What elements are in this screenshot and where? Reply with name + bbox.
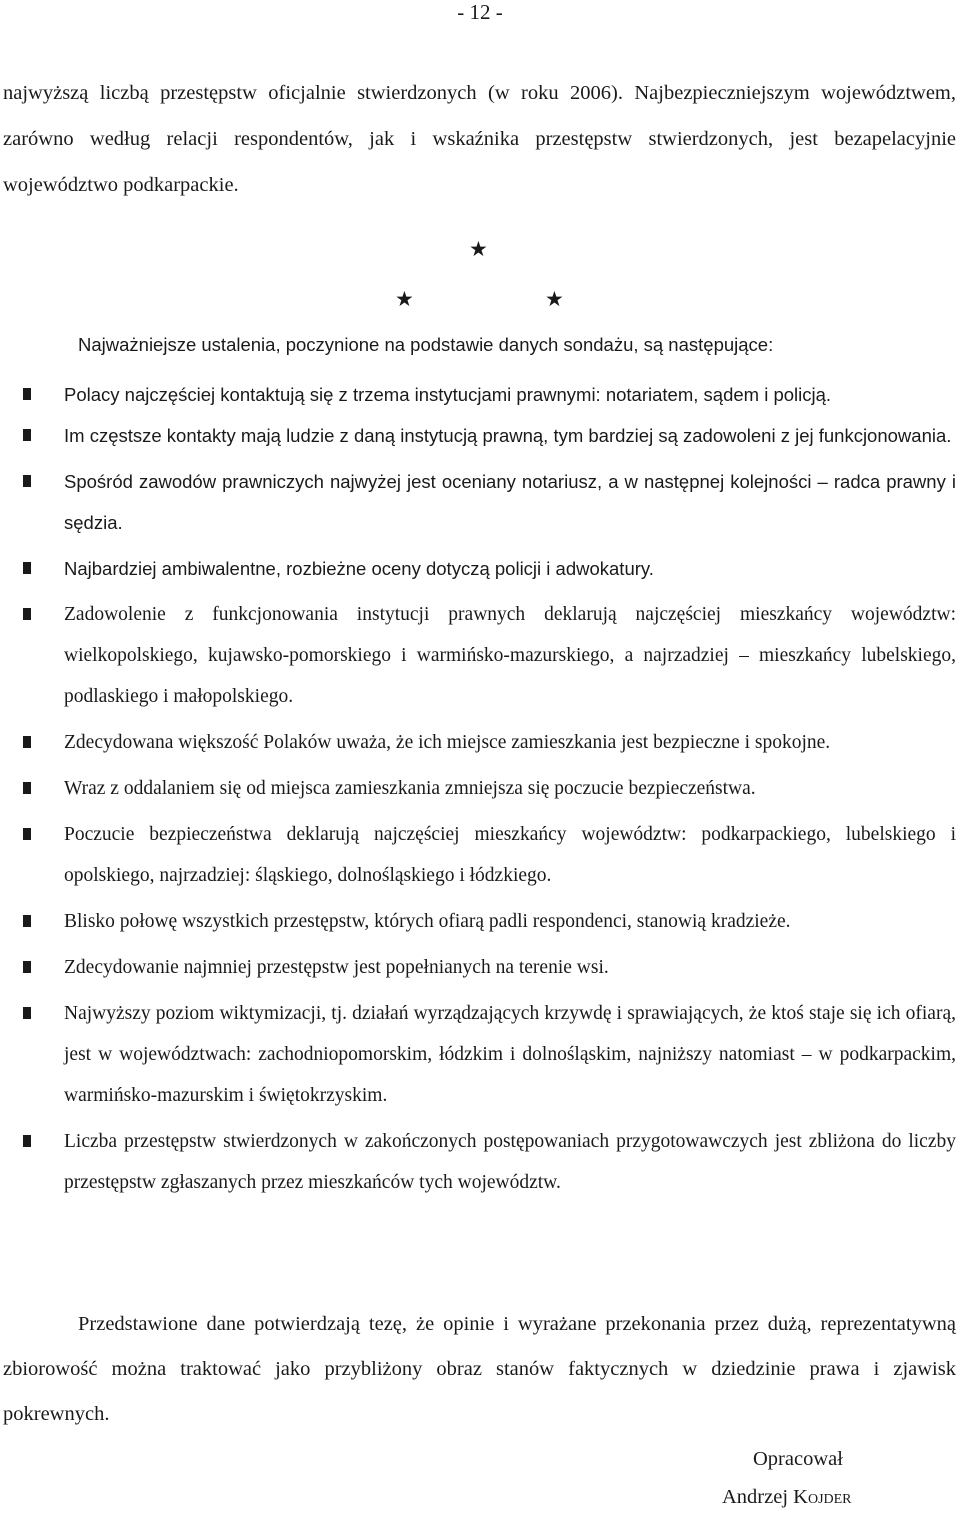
list-item — [0, 594, 960, 717]
list-item — [0, 374, 960, 415]
page-number: - 12 - — [457, 0, 503, 24]
bullet-icon — [22, 960, 32, 974]
list-item-text: Najbardziej ambiwalentne, rozbieżne oceny dotyczą policji i adwokatury. — [64, 558, 654, 579]
signature-block — [722, 1440, 852, 1516]
bullet-icon — [22, 1134, 32, 1148]
signature-author — [722, 1478, 852, 1516]
list-item-text: Spośród zawodów prawniczych najwyżej jest oceniany notariusz, a w następnej kolejności – radca prawny i sędzia. — [64, 471, 956, 533]
list-item — [0, 993, 960, 1116]
list-item — [0, 901, 960, 942]
list-item-text: Poczucie bezpieczeństwa deklarują najczęściej mieszkańcy województw: podkarpackiego, lubelskiego i opolskiego, najrzadziej: śląskiego, dolnośląskiego i łódzkiego. — [64, 824, 956, 886]
list-item — [0, 461, 960, 543]
author-first-name: Andrzej — [722, 1486, 794, 1508]
list-item — [0, 768, 960, 809]
list-item-text: Im częstsze kontakty mają ludzie z daną instytucją prawną, tym bardziej są zadowoleni z jej funkcjonowania. — [64, 425, 952, 446]
bullet-icon — [22, 735, 32, 749]
bullet-icon — [22, 474, 32, 488]
star-icon: ★ — [545, 287, 564, 311]
list-item — [0, 722, 960, 763]
bullet-icon — [22, 607, 32, 621]
list-item-text: Zadowolenie z funkcjonowania instytucji prawnych deklarują najczęściej mieszkańcy województw: wielkopolskiego, kujawsko-pomorskiego i warmińsko-mazurskiego, a najrzadziej – mieszkańcy lubelskiego, podlaskiego i małopolskiego. — [64, 604, 956, 707]
conclusion-paragraph: Przedstawione dane potwierdzają tezę, że opinie i wyrażane przekonania przez dużą, reprezentatywną zbiorowość można traktować jako przybliżony obraz stanów faktycznych w dziedzinie prawa i zjawisk pokrewnych. — [3, 1313, 956, 1425]
list-item-text: Liczba przestępstw stwierdzonych w zakończonych postępowaniach przygotowawczych jest zbliżona do liczby przestępstw zgłaszanych przez mieszkańców tych województw. — [64, 1131, 956, 1193]
list-item — [0, 548, 960, 589]
findings-list — [0, 374, 960, 1203]
bullet-icon — [22, 561, 32, 575]
list-item-text: Zdecydowana większość Polaków uważa, że ich miejsce zamieszkania jest bezpieczne i spokojne. — [64, 732, 831, 753]
list-item-text: Zdecydowanie najmniej przestępstw jest popełnianych na terenie wsi. — [64, 957, 609, 978]
bullet-icon — [22, 1006, 32, 1020]
list-item-text: Polacy najczęściej kontaktują się z trzema instytucjami prawnymi: notariatem, sądem i policją. — [64, 384, 832, 405]
bullet-icon — [22, 827, 32, 841]
author-last-name: Kojder — [793, 1486, 852, 1508]
list-item — [0, 1121, 960, 1203]
intro-paragraph: najwyższą liczbą przestępstw oficjalnie stwierdzonych (w roku 2006). Najbezpieczniejszym województwem, zarówno według relacji respondentów, jak i wskaźnika przestępstw stwierdzonych, jest bezapelacyjnie województwo podkarpackie. — [3, 82, 956, 196]
signature-role: Opracował — [753, 1448, 843, 1470]
list-item — [0, 415, 960, 456]
star-icon: ★ — [395, 287, 414, 311]
list-item — [0, 814, 960, 896]
list-item-text: Wraz z oddalaniem się od miejsca zamieszkania zmniejsza się poczucie bezpieczeństwa. — [64, 778, 756, 799]
bullet-icon — [22, 914, 32, 928]
bullet-icon — [22, 428, 32, 442]
star-icon: ★ — [469, 237, 488, 261]
list-item — [0, 947, 960, 988]
bullet-icon — [22, 387, 32, 401]
list-item-text: Blisko połowę wszystkich przestępstw, których ofiarą padli respondenci, stanowią kradzieże. — [64, 911, 791, 932]
list-item-text: Najwyższy poziom wiktymizacji, tj. działań wyrządzających krzywdę i sprawiających, że ktoś staje się ich ofiarą, jest w województwach: zachodniopomorskim, łódzkim i dolnośląskim, najniższy natomiast – w podkarpackim, warmińsko-mazurskim i świętokrzyskim. — [64, 1003, 956, 1106]
findings-heading: Najważniejsze ustalenia, poczynione na podstawie danych sondażu, są następujące: — [78, 334, 774, 355]
bullet-icon — [22, 781, 32, 795]
